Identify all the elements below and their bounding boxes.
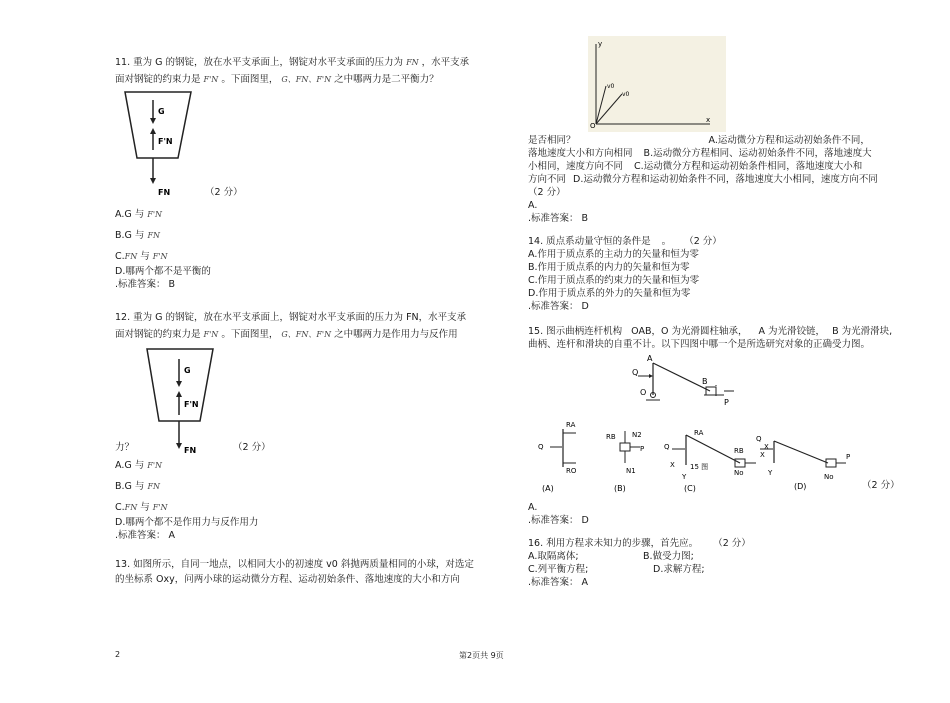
q15-score: （2 分） xyxy=(862,480,900,491)
rod-c xyxy=(686,435,740,463)
ingot-shape xyxy=(125,92,191,158)
q13-line2: 的坐标系 Oxy，问两小球的运动微分方程、运动初始条件、落地速度的大小和方向 xyxy=(115,574,460,585)
pressure-arrowhead-2 xyxy=(176,443,182,449)
normal-arrowhead-2 xyxy=(176,391,182,397)
subfigure-b xyxy=(606,431,644,493)
question-11 xyxy=(115,56,500,291)
q14-answer: .标准答案： D xyxy=(528,301,589,312)
label-q-main: Q xyxy=(632,368,639,377)
q13-score: （2 分） xyxy=(528,187,566,198)
q12-option-c: C.FN 与 F'N xyxy=(115,502,168,513)
label-x2-c: X xyxy=(764,443,769,451)
q12-option-b: B.G 与 FN xyxy=(115,481,161,492)
page-number: 2 xyxy=(115,650,121,659)
q15-figure xyxy=(528,351,898,501)
q13-line1: 13. 如图所示，自同一地点，以相同大小的初速度 xyxy=(115,559,324,570)
q11-figure xyxy=(115,86,500,204)
label-x-d: X xyxy=(760,451,765,459)
symbol-fn: FN xyxy=(406,58,419,67)
q12-option-a: A.G 与 F'N xyxy=(115,460,163,471)
label-rb-b: RB xyxy=(606,433,616,441)
caption-a: (A) xyxy=(542,484,554,493)
left-column xyxy=(115,56,500,586)
q12-line2: 面对钢锭的约束力是 xyxy=(115,329,201,340)
label-p-b: P xyxy=(640,445,645,453)
label-y-d: Y xyxy=(768,469,773,477)
question-12: 12. 重为 G 的钢锭，放在水平支承面上，钢锭对水平支承面的压力为 FN，水平支承 面对钢锭的约束力是 F'N 。下面图里， G、FN、F'N 之中哪两力是作用力与反作用 G F'N FN 力？ （2 分） A.G 与 F'N B.G 与 FN C.FN 与 F'N D.哪两个都不是作用力与反作用力 .标准答案： A xyxy=(115,311,500,542)
label-v0-1: v0 xyxy=(607,83,615,90)
label-rb-c: RB xyxy=(734,447,744,455)
crank-mechanism-diagrams xyxy=(528,351,898,501)
q12-line1: 12. 重为 G 的钢锭，放在水平支承面上，钢锭对水平支承面的压力为 xyxy=(115,312,404,323)
q12-line3: 力？ xyxy=(115,442,135,453)
q15-option-a: A. xyxy=(528,502,538,513)
q11-line2c: 之中哪两力是二平衡力？ xyxy=(334,74,439,85)
label-q-c: Q xyxy=(664,443,670,451)
label-n1: N1 xyxy=(626,467,636,475)
q15-answer: .标准答案： D xyxy=(528,515,589,526)
q14-option-c: C.作用于质点系的约束力的矢量和恒为零 xyxy=(528,275,700,286)
gravity-arrowhead xyxy=(150,118,156,124)
q14-option-b: B.作用于质点系的内力的矢量和恒为零 xyxy=(528,262,690,273)
slider-b xyxy=(706,387,716,395)
q11-line1: 11. 重为 G 的钢锭，放在水平支承面上，钢锭对水平支承面的压力为 xyxy=(115,57,404,68)
label-p-main: P xyxy=(724,398,729,407)
q11-option-a: A.G 与 F'N xyxy=(115,209,163,220)
question-13-continued: 是否相同？ A.运动微分方程和运动初始条件不同， 落地速度大小和方向相同 B.运动微分方程相同、运动初始条件不同，落地速度大 小相同，速度方向不同 C.运动微分方程和运动初始条件相同，落地速度大小和 方向不同 D.运动微分方程和运动初始条件不同，落地速度大小相同，速度方向不同 （2 分） A. .标准答案： B xyxy=(528,134,898,225)
q12-score: （2 分） xyxy=(233,442,271,453)
q11-line1b: ，水平支承 xyxy=(421,57,470,68)
trapezoid-diagram-2 xyxy=(145,343,345,455)
label-q-a: Q xyxy=(538,443,544,451)
label-fn: FN xyxy=(158,188,171,197)
q14-option-a: A.作用于质点系的主动力的矢量和恒为零 xyxy=(528,249,699,260)
label-a-main: A xyxy=(647,354,653,363)
label-ro-a: RO xyxy=(566,467,577,475)
question-15: 15. 图示曲柄连杆机构 OAB，O 为光滑圆柱轴承， A 为光滑铰链， B 为光滑滑块, 曲柄、连杆和滑块的自重不计。以下四图中哪一个是所选研究对象的正确受力图。 A Q B O P RA Q RO (A) RB N2 P N1 (B) Q RA RB X X Y 15 图 No (C) Q X Y P No (D) （2 分） A. .标准答案： D xyxy=(528,326,900,526)
subfigure-d xyxy=(756,435,850,491)
label-fn-prime: F'N xyxy=(158,137,173,146)
symbol-force-list: G、FN、F'N xyxy=(281,75,332,84)
q11-score: （2 分） xyxy=(205,187,243,198)
page-indicator: 第2页共 9页 xyxy=(459,651,504,660)
q12-line1b: FN，水平支承 xyxy=(406,312,467,323)
subfigure-c xyxy=(664,429,769,493)
caption-c: (C) xyxy=(684,484,696,493)
axis-label-x: x xyxy=(706,116,711,124)
q11-line2b: 。下面图里， xyxy=(221,74,279,85)
q11-line2: 面对钢锭的约束力是 xyxy=(115,74,201,85)
label-fn-2: FN xyxy=(184,446,197,455)
axis-label-y: y xyxy=(598,40,603,48)
gravity-arrowhead-2 xyxy=(176,381,182,387)
label-y-c: Y xyxy=(682,473,687,481)
q11-option-c: C.FN 与 F'N xyxy=(115,251,168,262)
symbol-fn-prime: F'N xyxy=(203,75,219,84)
label-n2: N2 xyxy=(632,431,642,439)
main-mechanism xyxy=(632,354,734,407)
q14-score: （2 分） xyxy=(684,236,722,247)
label-ra-c: RA xyxy=(694,429,704,437)
projectile-diagram xyxy=(588,36,728,132)
label-g-2: G xyxy=(184,366,191,375)
q13-line1b: v0 斜抛两质量相同的小球，对选定 xyxy=(326,559,474,570)
question-13-start xyxy=(115,558,500,586)
q11-option-b: B.G 与 FN xyxy=(115,230,161,241)
q16-option-b: B.做受力图; xyxy=(643,551,694,562)
label-no-d: No xyxy=(824,473,834,481)
q12-answer: .标准答案： A xyxy=(115,530,176,541)
label-fn-prime-2: F'N xyxy=(184,400,199,409)
label-v0-2: v0 xyxy=(622,91,630,98)
q12-figure xyxy=(115,341,500,453)
label-o-main: O xyxy=(640,388,647,397)
q13-option-a: A. xyxy=(528,200,538,211)
question-14: 14. 质点系动量守恒的条件是 。 （2 分） A.作用于质点系的主动力的矢量和恒为零 B.作用于质点系的内力的矢量和恒为零 C.作用于质点系的约束力的矢量和恒为零 D.作用于质点系的外力的矢量和恒为零 .标准答案： D xyxy=(528,235,898,313)
label-p-d: P xyxy=(846,453,851,461)
q12-option-d: D.哪两个都不是作用力与反作用力 xyxy=(115,517,259,528)
label-fig15: 15 图 xyxy=(690,463,709,471)
slider-b-sub xyxy=(620,443,630,451)
caption-d: (D) xyxy=(794,482,807,491)
question-16: 16. 利用方程求未知力的步骤，首先应。 （2 分） A.取隔离体; B.做受力图; C.列平衡方程; D.求解方程; .标准答案： A xyxy=(528,537,898,589)
label-ra-a: RA xyxy=(566,421,576,429)
normal-arrowhead xyxy=(150,128,156,134)
label-x-c: X xyxy=(670,461,675,469)
q11-answer: .标准答案： B xyxy=(115,279,176,290)
q14-option-d: D.作用于质点系的外力的矢量和恒为零 xyxy=(528,288,691,299)
q13-answer: .标准答案： B xyxy=(528,213,589,224)
origin-label: O xyxy=(590,122,596,130)
q16-option-d: D.求解方程; xyxy=(653,564,705,575)
q16-option-a: A.取隔离体; xyxy=(528,551,579,562)
label-b-main: B xyxy=(702,377,708,386)
q16-score: （2 分） xyxy=(713,538,751,549)
right-column xyxy=(528,36,898,589)
q12-line2c: 之中哪两力是作用力与反作用 xyxy=(334,329,458,340)
pressure-arrowhead xyxy=(150,178,156,184)
label-no-c: No xyxy=(734,469,744,477)
subfigure-a xyxy=(538,421,577,493)
label-q-d: Q xyxy=(756,435,762,443)
caption-b: (B) xyxy=(614,484,626,493)
q16-option-c: C.列平衡方程; xyxy=(528,564,589,575)
q12-line2b: 。下面图里， xyxy=(221,329,279,340)
label-g: G xyxy=(158,107,165,116)
q16-answer: .标准答案： A xyxy=(528,577,589,588)
q11-option-d: D.哪两个都不是平衡的 xyxy=(115,266,211,277)
q13-figure xyxy=(528,36,898,134)
rod-d xyxy=(774,441,828,463)
